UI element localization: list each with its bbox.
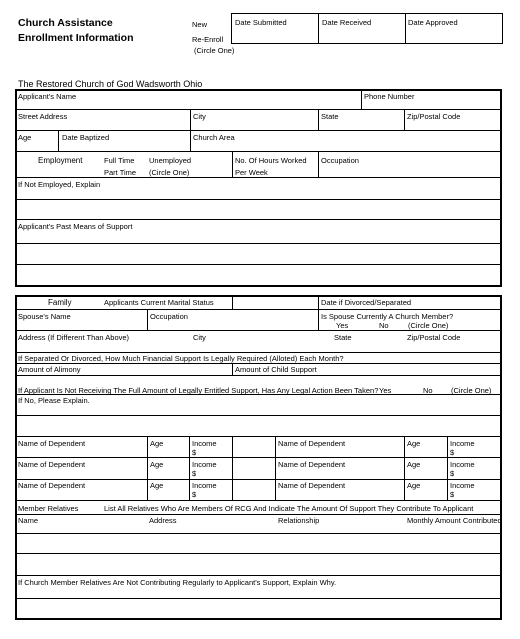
phone-number-field[interactable]: Phone Number	[364, 92, 415, 101]
rule	[15, 457, 502, 458]
relative-monthly-amount-column: Monthly Amount Contributed	[407, 516, 502, 525]
rule	[15, 479, 502, 480]
relative-relationship-column: Relationship	[278, 516, 320, 525]
street-address-field[interactable]: Street Address	[18, 112, 68, 121]
divider	[232, 295, 233, 309]
divider	[318, 151, 319, 177]
applicant-name-field[interactable]: Applicant's Name	[18, 92, 77, 101]
rule	[15, 375, 502, 376]
zip-field[interactable]: Zip/Postal Code	[407, 112, 461, 121]
occupation-field[interactable]: Occupation	[321, 156, 359, 165]
relative-name-column: Name	[18, 516, 39, 525]
rule	[15, 243, 502, 244]
not-employed-explain-field[interactable]: If Not Employed, Explain	[18, 180, 101, 189]
dollar-sign: $	[450, 448, 455, 457]
dependent-age-field[interactable]: Age	[150, 481, 164, 490]
divider	[318, 13, 319, 44]
rule	[15, 309, 502, 310]
new-option[interactable]: New	[192, 20, 208, 29]
enroll-circle-one: (Circle One)	[194, 46, 235, 55]
spouse-state-field[interactable]: State	[334, 333, 352, 342]
age-field[interactable]: Age	[18, 133, 32, 142]
dependent-age-field[interactable]: Age	[407, 439, 421, 448]
member-relatives-title: Member Relatives	[18, 504, 79, 513]
rule	[15, 151, 502, 152]
employment-circle-one: (Circle One)	[149, 168, 190, 177]
spouse-zip-field[interactable]: Zip/Postal Code	[407, 333, 461, 342]
alimony-field[interactable]: Amount of Alimony	[18, 365, 81, 374]
full-time-option[interactable]: Full Time	[104, 156, 135, 165]
legal-action-yes[interactable]: Yes	[379, 386, 392, 395]
divider	[232, 363, 233, 375]
divider	[232, 436, 233, 500]
dollar-sign: $	[450, 469, 455, 478]
divider	[232, 151, 233, 177]
rule	[15, 177, 502, 178]
rule	[15, 199, 502, 200]
divider	[190, 109, 191, 151]
dependent-name-field[interactable]: Name of Dependent	[18, 481, 86, 490]
child-support-field[interactable]: Amount of Child Support	[235, 365, 317, 374]
divider	[404, 109, 405, 130]
city-field[interactable]: City	[193, 112, 206, 121]
dependent-age-field[interactable]: Age	[407, 481, 421, 490]
dependent-income-field[interactable]: Income	[450, 481, 475, 490]
dependent-name-field[interactable]: Name of Dependent	[278, 481, 346, 490]
divider	[275, 436, 276, 500]
dependent-name-field[interactable]: Name of Dependent	[278, 439, 346, 448]
spouse-member-question: Is Spouse Currently A Church Member?	[321, 312, 454, 321]
hours-worked-field[interactable]: No. Of Hours Worked	[235, 156, 307, 165]
if-no-explain-field[interactable]: If No, Please Explain.	[18, 396, 90, 405]
unemployed-option[interactable]: Unemployed	[149, 156, 192, 165]
spouse-member-no[interactable]: No	[379, 321, 389, 330]
rule	[15, 575, 502, 576]
divider	[404, 436, 405, 500]
legal-action-circle-one: (Circle One)	[451, 386, 492, 395]
rule	[15, 363, 502, 364]
divider	[447, 436, 448, 500]
date-baptized-field[interactable]: Date Baptized	[62, 133, 110, 142]
dependent-income-field[interactable]: Income	[450, 460, 475, 469]
divider	[189, 436, 190, 500]
member-relatives-instruction: List All Relatives Who Are Members Of RCG And Indicate The Amount Of Support They Contribute To Applicant	[104, 504, 474, 513]
legal-action-question: If Applicant Is Not Receiving The Full Amount of Legally Entitled Support, Has Any Legal Action Been Taken?	[18, 386, 379, 395]
not-contributing-explain-field[interactable]: If Church Member Relatives Are Not Contributing Regularly to Applicant's Support, Explain Why.	[18, 578, 337, 587]
date-divorced-field[interactable]: Date if Divorced/Separated	[321, 298, 412, 307]
form-title-line2: Enrollment Information	[18, 32, 134, 44]
rule	[15, 109, 502, 110]
relative-address-column: Address	[149, 516, 177, 525]
support-required-question: If Separated Or Divorced, How Much Financial Support Is Legally Required (Alloted) Each Month?	[18, 354, 344, 363]
divider	[318, 309, 319, 330]
dependent-age-field[interactable]: Age	[150, 460, 164, 469]
rule	[15, 500, 502, 501]
divider	[405, 13, 406, 44]
date-received-label[interactable]: Date Received	[322, 18, 372, 27]
rule	[15, 330, 502, 331]
dependent-age-field[interactable]: Age	[407, 460, 421, 469]
spouse-occupation-field[interactable]: Occupation	[150, 312, 188, 321]
dependent-name-field[interactable]: Name of Dependent	[278, 460, 346, 469]
dependent-income-field[interactable]: Income	[192, 439, 217, 448]
dependent-age-field[interactable]: Age	[150, 439, 164, 448]
spouse-name-field[interactable]: Spouse's Name	[18, 312, 71, 321]
church-name: The Restored Church of God Wadsworth Ohio	[18, 79, 203, 89]
spouse-member-circle-one: (Circle One)	[408, 321, 449, 330]
divider	[58, 130, 59, 151]
divider	[318, 109, 319, 130]
dependent-name-field[interactable]: Name of Dependent	[18, 439, 86, 448]
spouse-address-field[interactable]: Address (If Different Than Above)	[18, 333, 130, 342]
date-approved-label[interactable]: Date Approved	[408, 18, 458, 27]
rule	[15, 130, 502, 131]
rule	[15, 598, 502, 599]
past-support-field[interactable]: Applicant's Past Means of Support	[18, 222, 133, 231]
rule	[15, 533, 502, 534]
rule	[15, 264, 502, 265]
rule	[15, 415, 502, 416]
marital-status-field[interactable]: Applicants Current Marital Status	[104, 298, 214, 307]
legal-action-no[interactable]: No	[423, 386, 433, 395]
divider	[147, 309, 148, 330]
church-area-field[interactable]: Church Area	[193, 133, 235, 142]
part-time-option[interactable]: Part Time	[104, 168, 137, 177]
dependent-income-field[interactable]: Income	[192, 460, 217, 469]
rule	[15, 352, 502, 353]
spouse-member-yes[interactable]: Yes	[336, 321, 349, 330]
rule	[15, 436, 502, 437]
divider	[318, 295, 319, 309]
employment-label: Employment	[38, 156, 83, 165]
form-title-line1: Church Assistance	[18, 17, 113, 29]
divider	[147, 436, 148, 500]
rule	[15, 514, 502, 515]
reenroll-option[interactable]: Re-Enroll	[192, 35, 224, 44]
spouse-city-field[interactable]: City	[193, 333, 206, 342]
dollar-sign: $	[450, 490, 455, 499]
rule	[15, 219, 502, 220]
date-submitted-label[interactable]: Date Submitted	[235, 18, 287, 27]
per-week-label: Per Week	[235, 168, 268, 177]
dependent-name-field[interactable]: Name of Dependent	[18, 460, 86, 469]
dollar-sign: $	[192, 469, 197, 478]
dependent-income-field[interactable]: Income	[450, 439, 475, 448]
rule	[15, 553, 502, 554]
dependent-income-field[interactable]: Income	[192, 481, 217, 490]
divider	[361, 89, 362, 109]
dollar-sign: $	[192, 490, 197, 499]
family-label: Family	[48, 298, 72, 307]
dollar-sign: $	[192, 448, 197, 457]
state-field[interactable]: State	[321, 112, 339, 121]
